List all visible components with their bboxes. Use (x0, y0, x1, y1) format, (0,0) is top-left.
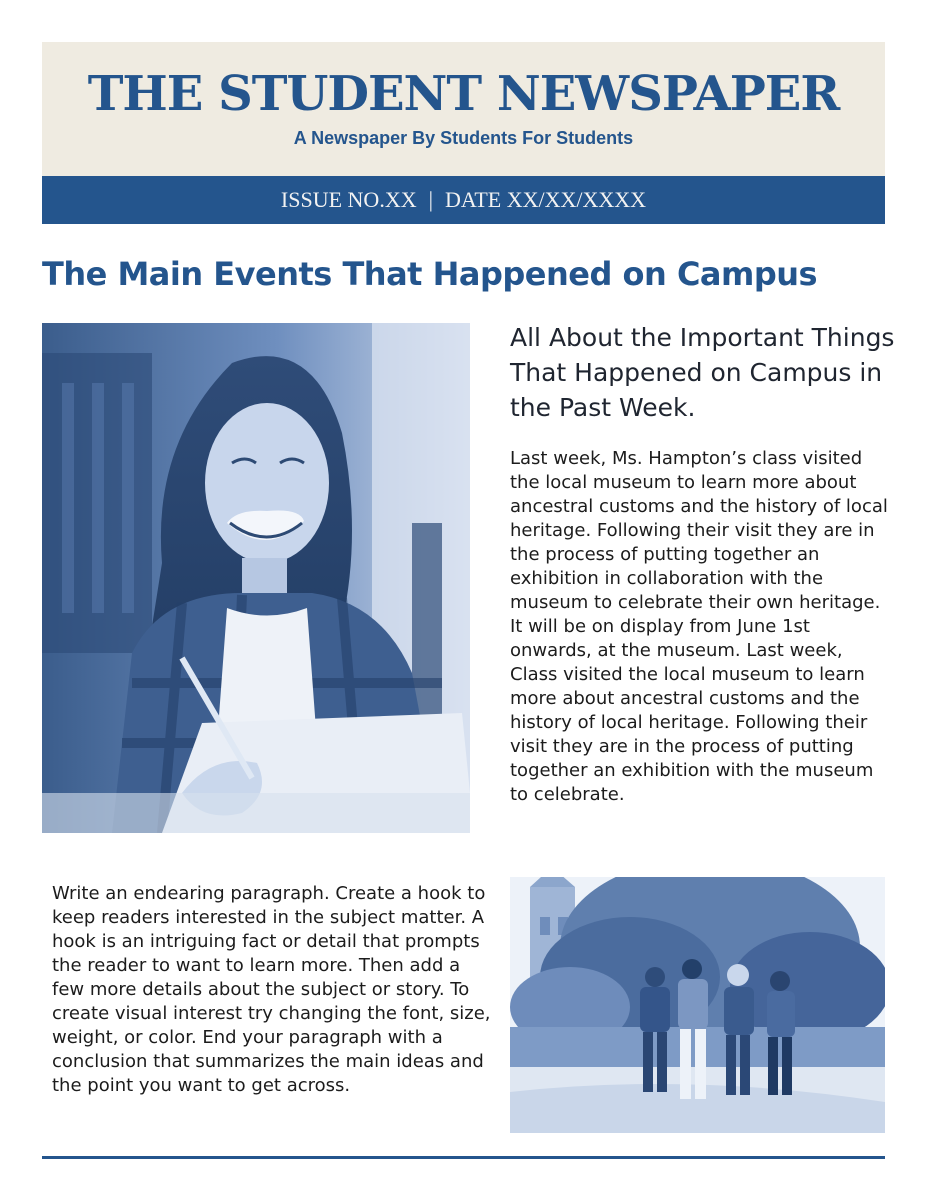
masthead (42, 42, 885, 176)
issue-separator: | (428, 187, 434, 212)
hook-paragraph: Write an endearing paragraph. Create a hook to keep readers interested in the subject matter. A hook is an intriguing fact or detail that prompts the reader to want to learn more. Then add a few more details about the subject or story. To create visual interest try changing the font, size, weight, or color. End your paragraph with a conclusion that summarizes the main ideas and the point you want to get across. (52, 883, 491, 1096)
newspaper-tagline: A Newspaper By Students For Students (293, 128, 634, 148)
bottom-divider (42, 1156, 885, 1159)
article-subhead: All About the Important Things That Happened on Campus in the Past Week. (510, 323, 895, 422)
student-photo (42, 323, 470, 833)
newspaper-title: THE STUDENT NEWSPAPER (87, 66, 840, 122)
campus-walk-photo (510, 877, 885, 1133)
campus-walk-illustration (510, 877, 885, 1133)
student-photo-illustration (42, 323, 470, 833)
article-body: Last week, Ms. Hampton’s class visited the local museum to learn more about ancestral customs and the history of local heritage. Following their visit they are in the process of putting together an exhibition in collaboration with the museum to celebrate their own heritage. It will be on display from June 1st onwards, at the museum. Last week, Class visited the local museum to learn more about ancestral customs and the history of local heritage. Following their visit they are in the process of putting together an exhibition with the museum to celebrate. (510, 448, 888, 805)
main-headline: The Main Events That Happened on Campus (42, 255, 818, 293)
issue-number: ISSUE NO.XX (280, 187, 417, 212)
issue-bar (42, 176, 885, 224)
issue-date: DATE XX/XX/XXXX (445, 187, 647, 212)
